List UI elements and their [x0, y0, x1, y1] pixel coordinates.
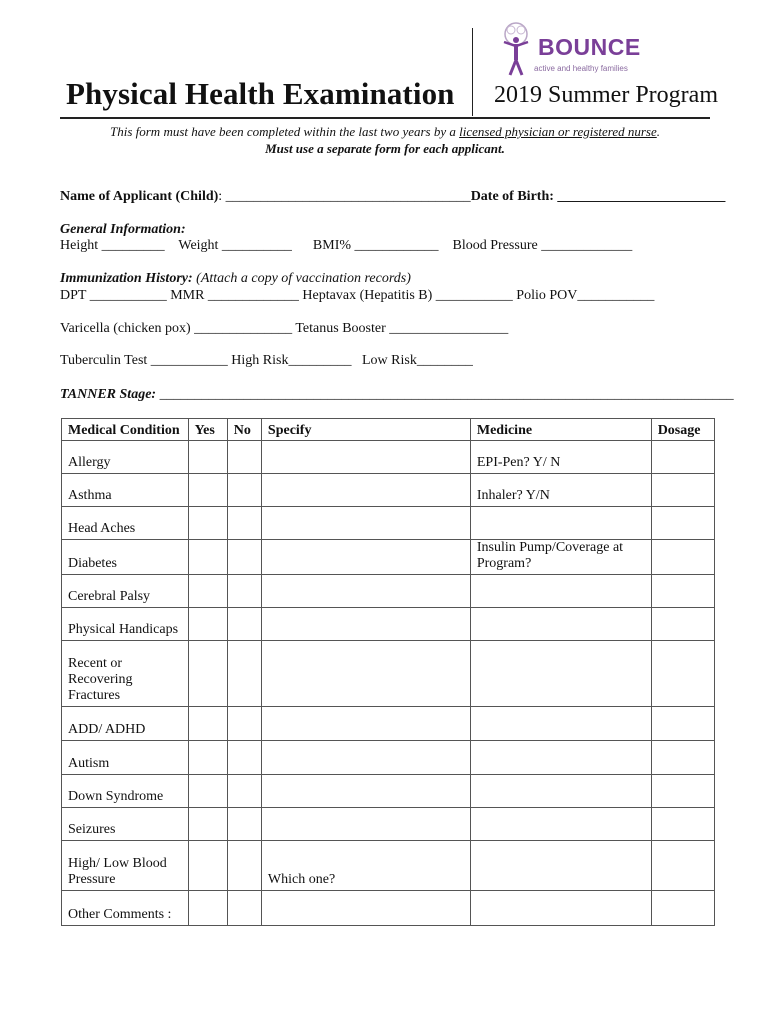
logo-wordmark: BOUNCE — [538, 34, 641, 60]
table-row — [62, 841, 715, 891]
yes-cell[interactable] — [188, 507, 227, 540]
program-title: 2019 Summer Program — [494, 82, 718, 108]
tanner-field[interactable]: __________________________________________________________________________________ — [156, 387, 734, 402]
name-field[interactable]: : ___________________________________ — [218, 189, 471, 204]
col-medical-condition: Medical Condition — [62, 419, 189, 441]
medicine-cell[interactable] — [470, 808, 651, 841]
header-rule — [60, 117, 710, 119]
medicine-cell[interactable]: EPI-Pen? Y/ N — [470, 441, 651, 474]
condition-cell: Seizures — [62, 808, 189, 841]
dosage-cell[interactable] — [651, 441, 714, 474]
dosage-cell[interactable] — [651, 608, 714, 641]
condition-cell: Cerebral Palsy — [62, 575, 189, 608]
yes-cell[interactable] — [188, 707, 227, 741]
dosage-cell[interactable] — [651, 474, 714, 507]
general-info-fields[interactable]: Height _________ Weight __________ BMI% ____________ Blood Pressure _____________ — [60, 238, 633, 253]
dosage-cell[interactable] — [651, 641, 714, 707]
condition-cell: Physical Handicaps — [62, 608, 189, 641]
header-divider — [472, 28, 473, 116]
medicine-cell[interactable]: Insulin Pump/Coverage at Program? — [470, 540, 651, 575]
applicant-line — [60, 189, 725, 205]
specify-cell[interactable] — [261, 808, 470, 841]
dosage-cell[interactable] — [651, 891, 714, 926]
medicine-cell[interactable] — [470, 641, 651, 707]
dosage-cell[interactable] — [651, 775, 714, 808]
immunization-note: (Attach a copy of vaccination records) — [192, 271, 411, 286]
table-row — [62, 608, 715, 641]
dosage-cell[interactable] — [651, 741, 714, 775]
table-row — [62, 808, 715, 841]
specify-cell[interactable] — [261, 641, 470, 707]
medicine-cell[interactable] — [470, 707, 651, 741]
medicine-cell[interactable] — [470, 891, 651, 926]
table-row — [62, 891, 715, 926]
medicine-cell[interactable] — [470, 775, 651, 808]
table-header-row — [62, 419, 715, 441]
condition-cell: High/ Low Blood Pressure — [62, 841, 189, 891]
no-cell[interactable] — [227, 608, 261, 641]
logo-tagline: active and healthy families — [534, 64, 628, 73]
medicine-cell[interactable]: Inhaler? Y/N — [470, 474, 651, 507]
tanner-line — [60, 387, 734, 403]
table-row — [62, 641, 715, 707]
medicine-cell[interactable] — [470, 608, 651, 641]
no-cell[interactable] — [227, 741, 261, 775]
medicine-cell[interactable] — [470, 575, 651, 608]
specify-cell[interactable] — [261, 608, 470, 641]
no-cell[interactable] — [227, 891, 261, 926]
no-cell[interactable] — [227, 441, 261, 474]
table-row — [62, 775, 715, 808]
yes-cell[interactable] — [188, 441, 227, 474]
page-title: Physical Health Examination — [66, 76, 455, 111]
no-cell[interactable] — [227, 575, 261, 608]
yes-cell[interactable] — [188, 641, 227, 707]
specify-cell[interactable] — [261, 540, 470, 575]
condition-cell: Allergy — [62, 441, 189, 474]
yes-cell[interactable] — [188, 841, 227, 891]
table-row — [62, 707, 715, 741]
col-dosage: Dosage — [651, 419, 714, 441]
tanner-label: TANNER Stage: — [60, 387, 157, 402]
table-row — [62, 575, 715, 608]
yes-cell[interactable] — [188, 608, 227, 641]
no-cell[interactable] — [227, 474, 261, 507]
licensed-physician-link-text: licensed physician or registered nurse — [459, 124, 657, 139]
no-cell[interactable] — [227, 841, 261, 891]
yes-cell[interactable] — [188, 775, 227, 808]
yes-cell[interactable] — [188, 540, 227, 575]
table-row — [62, 741, 715, 775]
specify-cell[interactable] — [261, 891, 470, 926]
medicine-cell[interactable] — [470, 841, 651, 891]
no-cell[interactable] — [227, 707, 261, 741]
dosage-cell[interactable] — [651, 707, 714, 741]
table-row — [62, 441, 715, 474]
specify-cell[interactable] — [261, 775, 470, 808]
dosage-cell[interactable] — [651, 507, 714, 540]
separate-form-note: Must use a separate form for each applicant. — [265, 141, 505, 156]
no-cell[interactable] — [227, 775, 261, 808]
specify-cell[interactable] — [261, 741, 470, 775]
tuberculin-fields[interactable]: Tuberculin Test ___________ High Risk_________ Low Risk________ — [60, 353, 473, 368]
col-no: No — [227, 419, 261, 441]
dosage-cell[interactable] — [651, 540, 714, 575]
no-cell[interactable] — [227, 641, 261, 707]
specify-cell[interactable]: Which one? — [261, 841, 470, 891]
table-row — [62, 474, 715, 507]
completion-note-end: . — [656, 124, 660, 139]
immunization-fields[interactable]: DPT ___________ MMR _____________ Heptavax (Hepatitis B) ___________ Polio POV___________ — [60, 288, 655, 303]
col-medicine: Medicine — [470, 419, 651, 441]
specify-cell[interactable] — [261, 507, 470, 540]
condition-cell: Diabetes — [62, 540, 189, 575]
table-row — [62, 507, 715, 540]
specify-cell[interactable] — [261, 441, 470, 474]
no-cell[interactable] — [227, 540, 261, 575]
condition-cell: Other Comments : — [62, 891, 189, 926]
dob-field[interactable]: Date of Birth: ________________________ — [470, 189, 726, 204]
condition-cell: Asthma — [62, 474, 189, 507]
completion-note-text: This form must have been completed within the last two years by a — [109, 124, 460, 139]
medical-conditions-table — [61, 418, 715, 926]
bounce-logo — [496, 20, 666, 80]
yes-cell[interactable] — [188, 474, 227, 507]
condition-cell: ADD/ ADHD — [62, 707, 189, 741]
col-specify: Specify — [261, 419, 470, 441]
condition-cell: Head Aches — [62, 507, 189, 540]
condition-cell: Recent or Recovering Fractures — [62, 641, 189, 707]
medicine-cell[interactable] — [470, 741, 651, 775]
no-cell[interactable] — [227, 808, 261, 841]
col-yes: Yes — [188, 419, 227, 441]
yes-cell[interactable] — [188, 808, 227, 841]
name-label: Name of Applicant (Child) — [60, 189, 219, 204]
condition-cell: Autism — [62, 741, 189, 775]
yes-cell[interactable] — [188, 575, 227, 608]
completion-note — [0, 124, 770, 140]
table-row — [62, 540, 715, 575]
yes-cell[interactable] — [188, 891, 227, 926]
immunization-heading-line — [60, 271, 411, 287]
condition-cell: Down Syndrome — [62, 775, 189, 808]
figure-logo-icon — [496, 20, 536, 80]
dosage-cell[interactable] — [651, 575, 714, 608]
specify-cell[interactable] — [261, 575, 470, 608]
medicine-cell[interactable] — [470, 507, 651, 540]
specify-cell[interactable] — [261, 474, 470, 507]
varicella-fields[interactable]: Varicella (chicken pox) ______________ Tetanus Booster _________________ — [60, 321, 509, 336]
yes-cell[interactable] — [188, 741, 227, 775]
no-cell[interactable] — [227, 507, 261, 540]
specify-cell[interactable] — [261, 707, 470, 741]
general-info-heading: General Information: — [60, 222, 186, 237]
dosage-cell[interactable] — [651, 808, 714, 841]
dosage-cell[interactable] — [651, 841, 714, 891]
immunization-heading: Immunization History: — [60, 271, 193, 286]
